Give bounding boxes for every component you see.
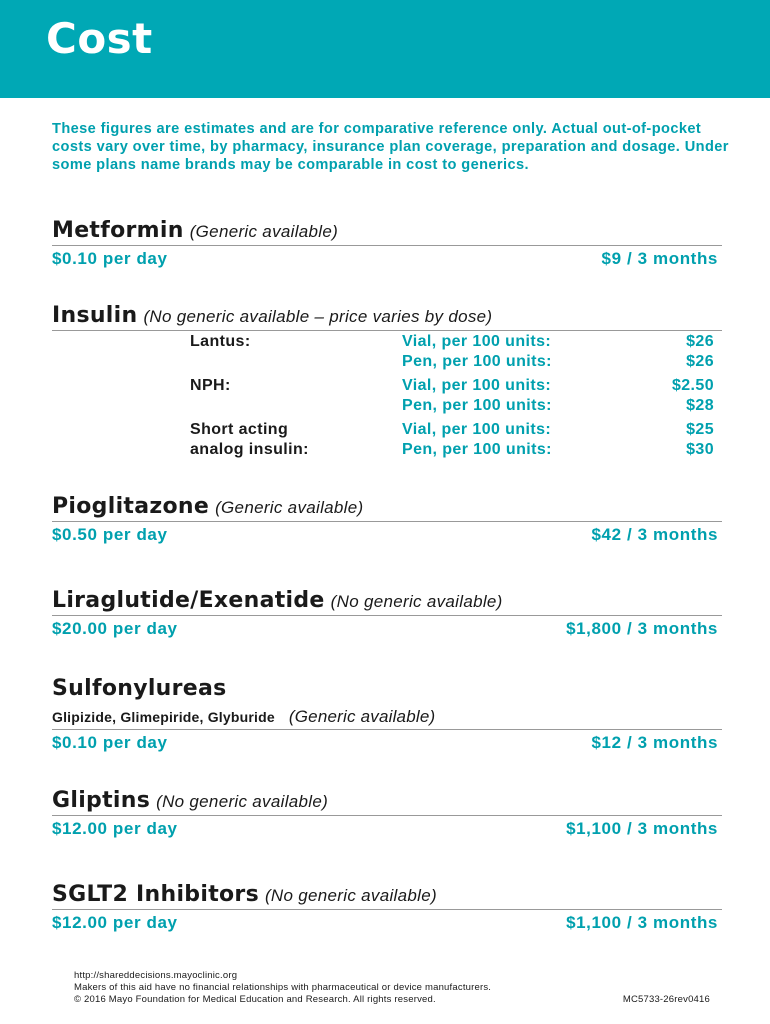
drug-title-row xyxy=(52,676,722,730)
drug-note: (No generic available) xyxy=(330,592,503,611)
insulin-price-table xyxy=(190,333,720,461)
drug-name: Gliptins xyxy=(52,788,151,813)
drug-title-row xyxy=(52,788,722,816)
drug-title-row xyxy=(52,882,722,910)
drug-sglt2-inhibitors xyxy=(52,882,722,937)
document-code: MC5733-26rev0416 xyxy=(622,994,710,1005)
daily-cost: $12.00 per day xyxy=(52,913,178,932)
insulin-form: Vial, per 100 units: xyxy=(402,333,552,350)
quarterly-cost: $1,100 / 3 months xyxy=(566,819,718,838)
quarterly-cost: $42 / 3 months xyxy=(591,525,718,544)
drug-title-row xyxy=(52,218,722,246)
intro-text: These figures are estimates and are for comparative reference only. Actual out-of-pocket costs vary over time, by pharmacy, insurance plan coverage, preparation and dosage. Under some plans name brands may be comparable in cost to generics. xyxy=(52,121,729,173)
insulin-form: Vial, per 100 units: xyxy=(402,421,552,438)
drug-note: (No generic available – price varies by dose) xyxy=(143,307,493,326)
table-row xyxy=(190,421,720,441)
table-row xyxy=(190,397,720,417)
price-row xyxy=(52,525,722,549)
table-row xyxy=(190,333,720,353)
drug-title-row xyxy=(52,494,722,522)
drug-name: Metformin xyxy=(52,218,184,243)
drug-insulin xyxy=(52,303,722,331)
drug-note: (Generic available) xyxy=(288,707,436,726)
insulin-type-label: NPH: xyxy=(190,377,231,394)
price-row xyxy=(52,249,722,273)
daily-cost: $0.50 per day xyxy=(52,525,168,544)
drug-name: Pioglitazone xyxy=(52,494,210,519)
quarterly-cost: $12 / 3 months xyxy=(591,733,718,752)
footer-url: http://shareddecisions.mayoclinic.org xyxy=(74,970,238,981)
drug-subnames xyxy=(52,707,722,727)
drug-name: Sulfonylureas xyxy=(52,676,227,701)
price-row xyxy=(52,819,722,843)
drug-title-row xyxy=(52,588,722,616)
daily-cost: $0.10 per day xyxy=(52,733,168,752)
insulin-price: $30 xyxy=(686,441,714,458)
table-row xyxy=(190,353,720,373)
footer-copyright: © 2016 Mayo Foundation for Medical Education and Research. All rights reserved. xyxy=(74,994,436,1005)
quarterly-cost: $9 / 3 months xyxy=(601,249,718,268)
drug-title-row xyxy=(52,303,722,331)
drug-name: Liraglutide/Exenatide xyxy=(52,588,325,613)
drug-pioglitazone xyxy=(52,494,722,549)
drug-liraglutide-exenatide xyxy=(52,588,722,643)
drug-name: SGLT2 Inhibitors xyxy=(52,882,259,907)
footer-disclaimer: Makers of this aid have no financial relationships with pharmaceutical or device manufacturers. xyxy=(74,982,492,993)
page-title: Cost xyxy=(46,14,153,63)
insulin-type-label: analog insulin: xyxy=(190,441,309,458)
daily-cost: $20.00 per day xyxy=(52,619,178,638)
price-row xyxy=(52,619,722,643)
insulin-form: Vial, per 100 units: xyxy=(402,377,552,394)
insulin-form: Pen, per 100 units: xyxy=(402,441,552,458)
drug-name: Insulin xyxy=(52,303,138,328)
insulin-price: $26 xyxy=(686,353,714,370)
quarterly-cost: $1,800 / 3 months xyxy=(566,619,718,638)
drug-subnames-text: Glipizide, Glimepiride, Glyburide xyxy=(52,709,275,725)
table-row xyxy=(190,441,720,461)
daily-cost: $12.00 per day xyxy=(52,819,178,838)
insulin-form: Pen, per 100 units: xyxy=(402,397,552,414)
insulin-price: $28 xyxy=(686,397,714,414)
insulin-form: Pen, per 100 units: xyxy=(402,353,552,370)
table-row xyxy=(190,377,720,397)
drug-note: (Generic available) xyxy=(189,222,339,241)
price-row xyxy=(52,733,722,757)
insulin-price: $25 xyxy=(686,421,714,438)
drug-gliptins xyxy=(52,788,722,843)
insulin-price: $2.50 xyxy=(671,377,714,394)
drug-sulfonylureas xyxy=(52,676,722,757)
drug-note: (No generic available) xyxy=(156,792,329,811)
price-row xyxy=(52,913,722,937)
insulin-type-label: Lantus: xyxy=(190,333,251,350)
drug-metformin xyxy=(52,218,722,273)
drug-note: (Generic available) xyxy=(215,498,364,517)
footer xyxy=(74,970,724,1006)
insulin-type-label: Short acting xyxy=(190,421,289,438)
drug-note: (No generic available) xyxy=(264,886,437,905)
quarterly-cost: $1,100 / 3 months xyxy=(566,913,718,932)
header-banner xyxy=(0,0,770,98)
insulin-price: $26 xyxy=(686,333,714,350)
daily-cost: $0.10 per day xyxy=(52,249,168,268)
